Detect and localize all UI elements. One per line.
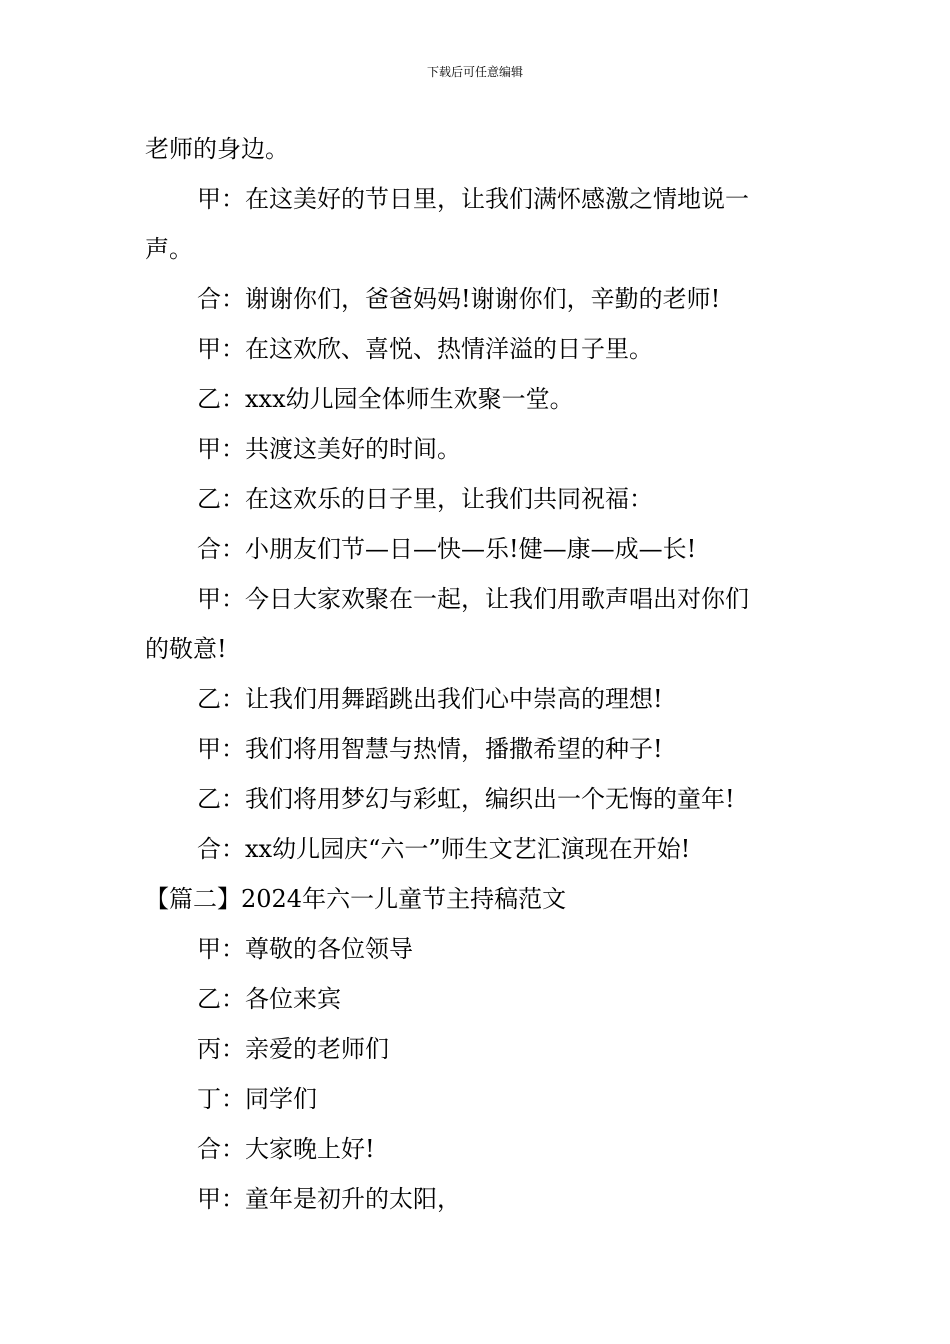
- paragraph-12: 甲：我们将用智慧与热情，播撒希望的种子!: [197, 735, 663, 763]
- page-header-note: 下载后可任意编辑: [426, 65, 523, 79]
- paragraph-18: 丙：亲爱的老师们: [197, 1035, 389, 1063]
- paragraph-21: 甲：童年是初升的太阳，: [197, 1185, 461, 1213]
- paragraph-2: 声。: [145, 235, 193, 263]
- paragraph-10: 的敬意!: [145, 635, 227, 663]
- section-heading: 【篇二】2024年六一儿童节主持稿范文: [145, 885, 567, 913]
- paragraph-11: 乙：让我们用舞蹈跳出我们心中崇高的理想!: [197, 685, 663, 713]
- paragraph-20: 合：大家晚上好!: [197, 1135, 375, 1163]
- paragraph-6: 甲：共渡这美好的时间。: [197, 435, 461, 463]
- document-body: [145, 124, 810, 1224]
- paragraph-0: 老师的身边。: [145, 135, 289, 163]
- paragraph-17: 乙：各位来宾: [197, 985, 341, 1013]
- paragraph-19: 丁：同学们: [197, 1085, 317, 1113]
- paragraph-1: 甲：在这美好的节日里，让我们满怀感激之情地说一: [197, 185, 749, 213]
- paragraph-8: 合：小朋友们节—日—快—乐!健—康—成—长!: [197, 535, 697, 563]
- paragraph-16: 甲：尊敬的各位领导: [197, 935, 413, 963]
- paragraph-7: 乙：在这欢乐的日子里，让我们共同祝福：: [197, 485, 653, 513]
- paragraph-4: 甲：在这欢欣、喜悦、热情洋溢的日子里。: [197, 335, 653, 363]
- paragraph-9: 甲：今日大家欢聚在一起，让我们用歌声唱出对你们: [197, 585, 749, 613]
- paragraph-14: 合：xx幼儿园庆“六一”师生文艺汇演现在开始!: [197, 835, 691, 863]
- paragraph-3: 合：谢谢你们，爸爸妈妈!谢谢你们，辛勤的老师!: [197, 285, 721, 313]
- paragraph-5: 乙：xxx幼儿园全体师生欢聚一堂。: [197, 385, 574, 413]
- paragraph-13: 乙：我们将用梦幻与彩虹，编织出一个无悔的童年!: [197, 785, 735, 813]
